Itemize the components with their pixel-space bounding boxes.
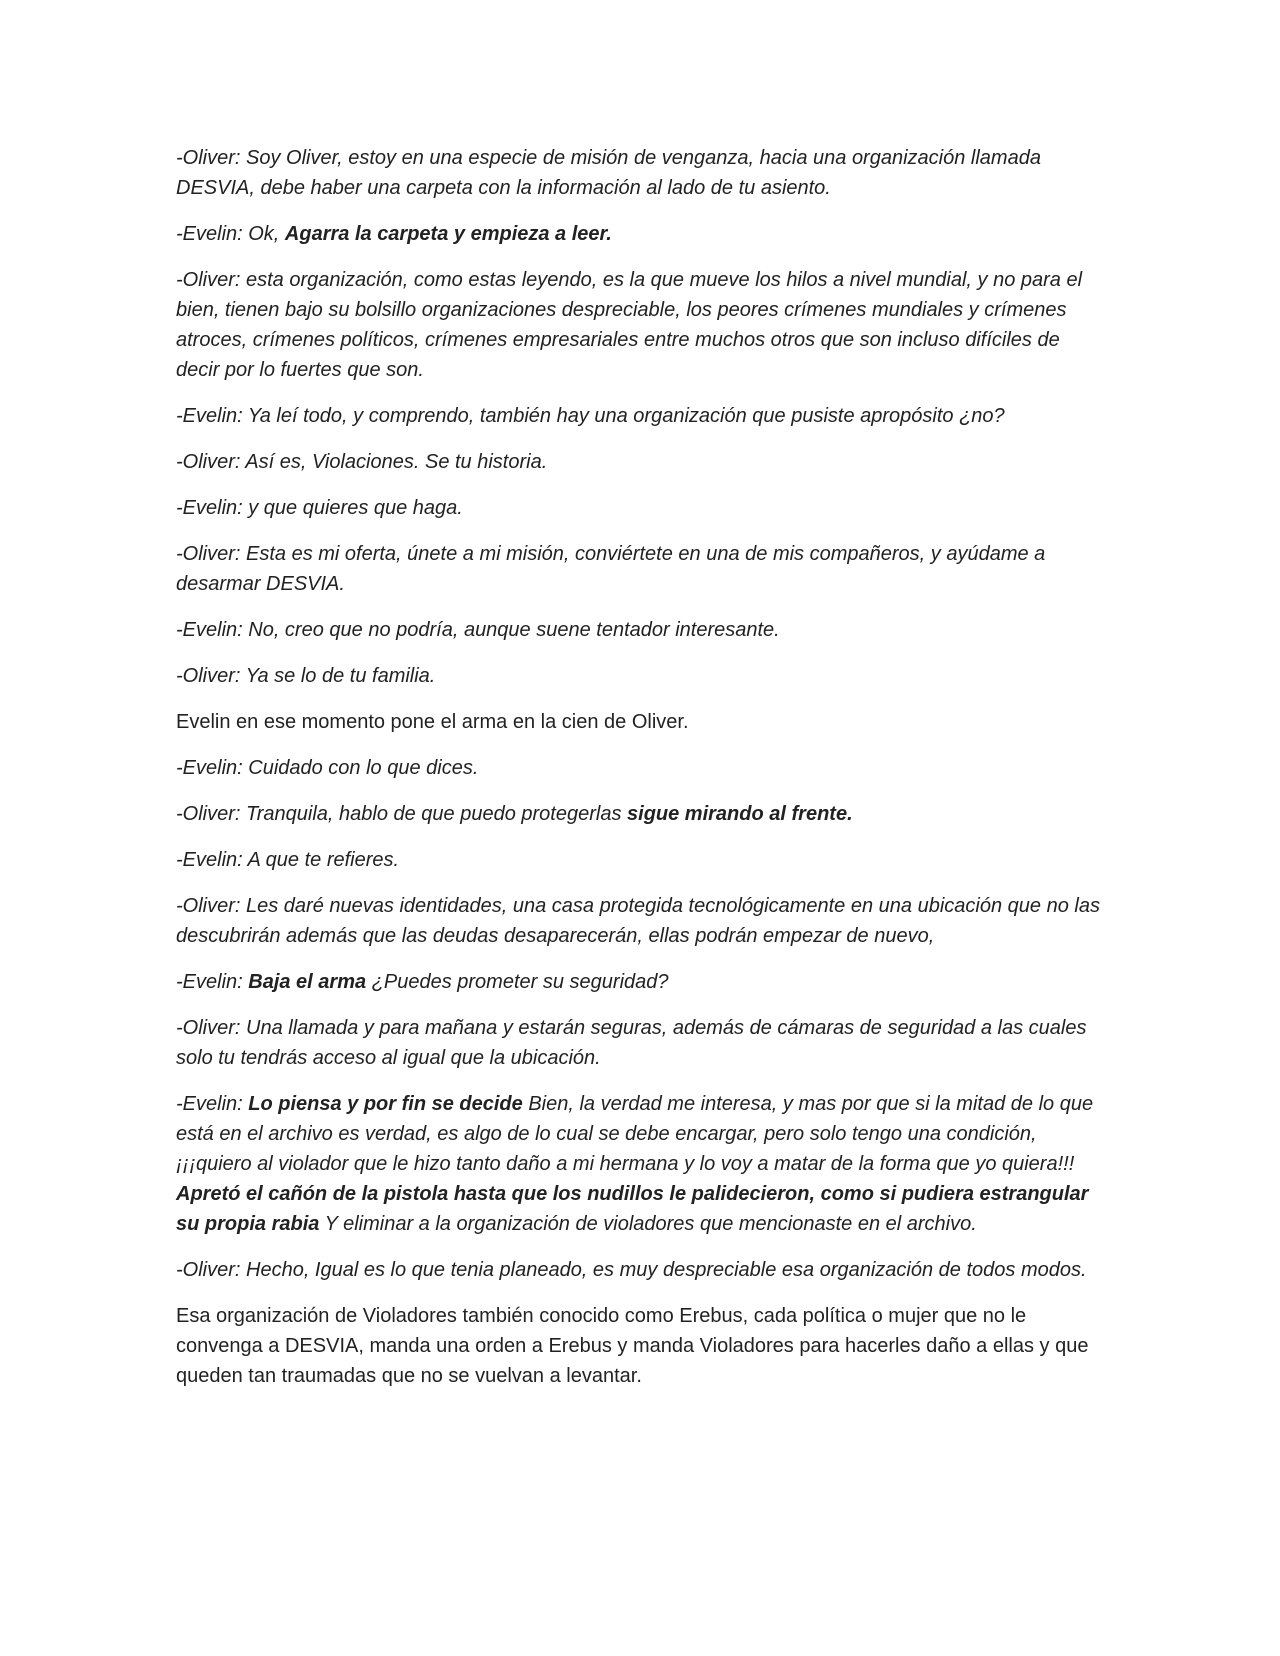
body-text: Evelin en ese momento pone el arma en la cien de Oliver. [176,711,689,733]
stage-direction-text: Lo piensa y por fin se decide [248,1093,523,1115]
dialog-paragraph [176,539,1106,599]
body-text: -Evelin: y que quieres que haga. [176,497,463,519]
body-text: -Oliver: Les daré nuevas identidades, una casa protegida tecnológicamente en una ubicación que no las descubrirán además que las deudas desaparecerán, ellas podrán empezar de nuevo, [176,895,1100,947]
dialog-paragraph [176,891,1106,951]
body-text: -Oliver: Soy Oliver, estoy en una especie de misión de venganza, hacia una organización llamada DESVIA, debe haber una carpeta con la información al lado de tu asiento. [176,147,1041,199]
body-text: -Oliver: Ya se lo de tu familia. [176,665,436,687]
stage-direction-text: sigue mirando al frente. [627,803,853,825]
dialog-paragraph [176,615,1106,645]
document-page [176,143,1106,1407]
body-text: -Evelin: Cuidado con lo que dices. [176,757,479,779]
body-text: -Evelin: Ok, [176,223,285,245]
dialog-paragraph [176,219,1106,249]
dialog-paragraph [176,1089,1106,1239]
dialog-paragraph [176,845,1106,875]
body-text: ¿Puedes prometer su seguridad? [366,971,669,993]
body-text: -Evelin: No, creo que no podría, aunque suene tentador interesante. [176,619,780,641]
body-text: -Oliver: Así es, Violaciones. Se tu historia. [176,451,548,473]
body-text: -Evelin: [176,971,249,993]
dialog-paragraph [176,1255,1106,1285]
dialog-paragraph [176,1013,1106,1073]
dialog-paragraph [176,753,1106,783]
narration-paragraph [176,707,1106,737]
body-text: -Evelin: A que te refieres. [176,849,400,871]
dialog-paragraph [176,799,1106,829]
body-text: Y eliminar a la organización de violadores que mencionaste en el archivo. [319,1213,977,1235]
body-text: -Oliver: esta organización, como estas leyendo, es la que mueve los hilos a nivel mundial, y no para el bien, tienen bajo su bolsillo organizaciones despreciable, los peores crímenes mundiales y crímenes atroces, crímenes políticos, crímenes empresariales entre muchos otros que son incluso difíciles de decir por lo fuertes que son. [176,269,1083,381]
body-text: Bien, la verdad me interesa, y mas por que si la mitad de lo que está en el archivo es verdad, es algo de lo cual se debe encargar, pero solo tengo una condición, ¡¡¡quiero al violador que le hizo tanto daño a mi hermana y lo voy a matar de la forma que yo quiera!!! [176,1093,1094,1175]
dialog-paragraph [176,265,1106,385]
dialog-paragraph [176,967,1106,997]
dialog-paragraph [176,401,1106,431]
dialog-paragraph [176,143,1106,203]
dialog-paragraph [176,661,1106,691]
stage-direction-text: Agarra la carpeta y empieza a leer. [284,223,612,245]
body-text: -Oliver: Una llamada y para mañana y estarán seguras, además de cámaras de seguridad a las cuales solo tu tendrás acceso al igual que la ubicación. [176,1017,1087,1069]
dialog-paragraph [176,447,1106,477]
body-text: -Oliver: Tranquila, hablo de que puedo protegerlas [176,803,628,825]
dialog-paragraph [176,493,1106,523]
stage-direction-text: Baja el arma [248,971,367,993]
body-text: -Oliver: Esta es mi oferta, únete a mi misión, conviértete en una de mis compañeros, y ayúdame a desarmar DESVIA. [176,543,1046,595]
stage-direction-text: Apretó el cañón de la pistola hasta que los nudillos le palidecieron, como si pudiera estrangular su propia rabia [176,1183,1089,1235]
body-text: -Oliver: Hecho, Igual es lo que tenia planeado, es muy despreciable esa organización de todos modos. [176,1259,1087,1281]
narration-paragraph [176,1301,1106,1391]
body-text: -Evelin: Ya leí todo, y comprendo, también hay una organización que pusiste apropósito ¿no? [176,405,1005,427]
body-text: Esa organización de Violadores también conocido como Erebus, cada política o mujer que no le convenga a DESVIA, manda una orden a Erebus y manda Violadores para hacerles daño a ellas y que queden tan traumadas que no se vuelvan a levantar. [176,1305,1089,1387]
body-text: -Evelin: [176,1093,249,1115]
